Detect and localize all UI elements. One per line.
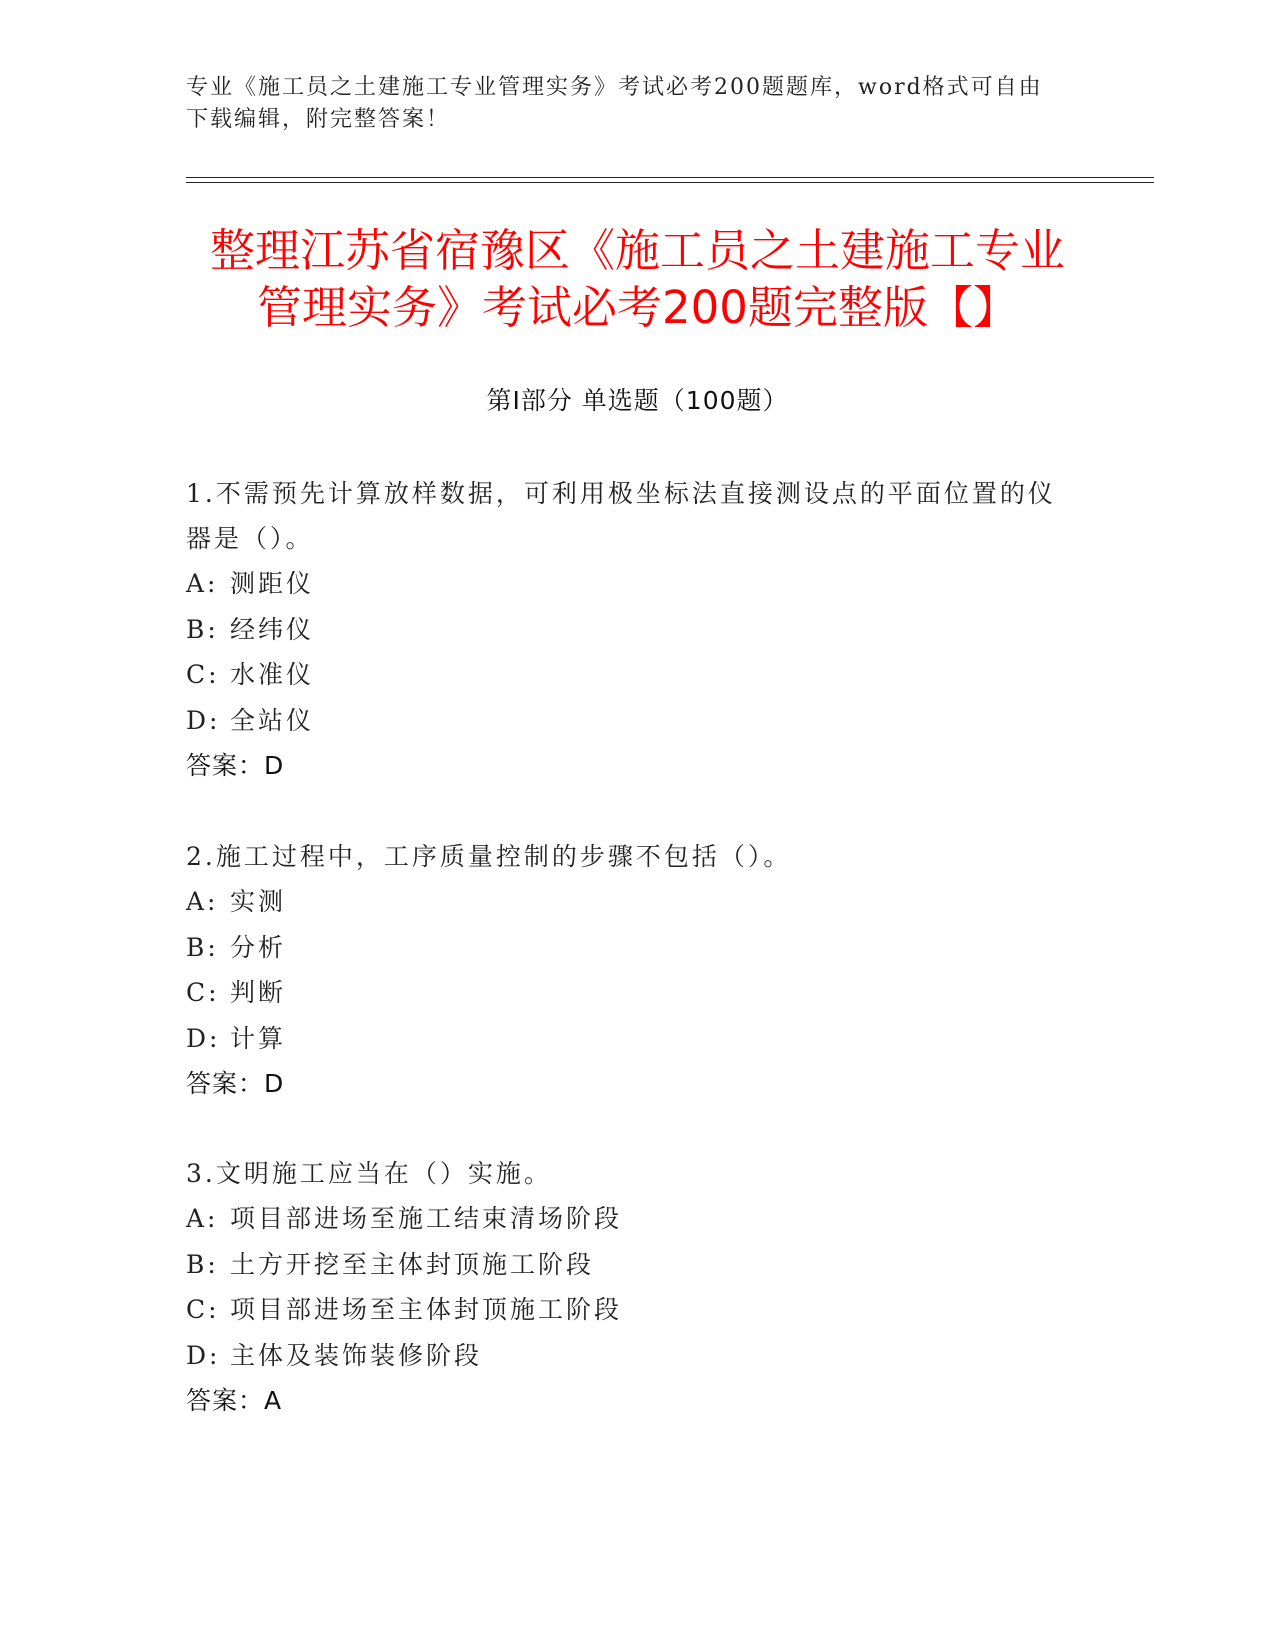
- option-key: D:: [186, 1340, 221, 1370]
- option-key: D:: [186, 1023, 221, 1053]
- option-text: 项目部进场至施工结束清场阶段: [230, 1204, 623, 1233]
- answer-line: 答案：D: [186, 751, 285, 780]
- option-text: 项目部进场至主体封顶施工阶段: [230, 1295, 623, 1324]
- option-key: B:: [186, 614, 219, 644]
- option-c: [186, 970, 1066, 1016]
- option-key: C:: [186, 978, 220, 1007]
- option-c: [186, 652, 1066, 698]
- option-c: [186, 1287, 1066, 1333]
- question-3: [186, 1151, 1066, 1424]
- option-text: 经纬仪: [230, 614, 315, 644]
- question-1: [186, 471, 1066, 789]
- option-text: 判断: [230, 978, 287, 1007]
- option-text: 分析: [230, 932, 287, 962]
- option-text: 水准仪: [230, 660, 315, 689]
- answer-line: 答案：D: [186, 1069, 285, 1098]
- option-a: [186, 879, 1066, 925]
- option-b: [186, 1242, 1066, 1288]
- option-key: A:: [186, 887, 219, 916]
- option-text: 土方开挖至主体封顶施工阶段: [230, 1249, 595, 1279]
- document-title: [150, 222, 1125, 336]
- option-text: 全站仪: [230, 705, 315, 735]
- option-key: B:: [186, 932, 219, 962]
- question-stem: 1.不需预先计算放样数据，可利用极坐标法直接测设点的平面位置的仪器是（）。: [186, 479, 1056, 553]
- question-stem: 2.施工过程中，工序质量控制的步骤不包括（）。: [186, 842, 792, 871]
- option-text: 实测: [230, 887, 287, 916]
- question-2: [186, 834, 1066, 1107]
- option-text: 主体及装饰装修阶段: [230, 1340, 483, 1370]
- option-text: 计算: [230, 1023, 287, 1053]
- option-b: [186, 925, 1066, 971]
- option-d: [186, 1333, 1066, 1379]
- question-stem: 3.文明施工应当在（）实施。: [186, 1159, 552, 1188]
- option-b: [186, 607, 1066, 653]
- header-note: 专业《施工员之土建施工专业管理实务》考试必考200题题库，word格式可自由下载编辑，附完整答案！: [186, 75, 1043, 132]
- option-key: A:: [186, 569, 219, 598]
- option-key: C:: [186, 1295, 220, 1324]
- header-divider-bottom: [186, 182, 1154, 183]
- option-a: [186, 1196, 1066, 1242]
- section-title: 第I部分 单选题（100题）: [486, 386, 789, 415]
- document-title-line-2: 管理实务》考试必考200题完整版【】: [257, 281, 1018, 334]
- header-divider-top: [186, 177, 1154, 178]
- answer-line: 答案：A: [186, 1386, 283, 1415]
- option-key: B:: [186, 1249, 219, 1279]
- option-d: [186, 1016, 1066, 1062]
- option-key: A:: [186, 1204, 219, 1233]
- option-a: [186, 561, 1066, 607]
- option-key: D:: [186, 705, 221, 735]
- option-key: C:: [186, 660, 220, 689]
- document-title-line-1: 整理江苏省宿豫区《施工员之土建施工专业: [209, 224, 1065, 277]
- option-d: [186, 698, 1066, 744]
- option-text: 测距仪: [230, 569, 315, 598]
